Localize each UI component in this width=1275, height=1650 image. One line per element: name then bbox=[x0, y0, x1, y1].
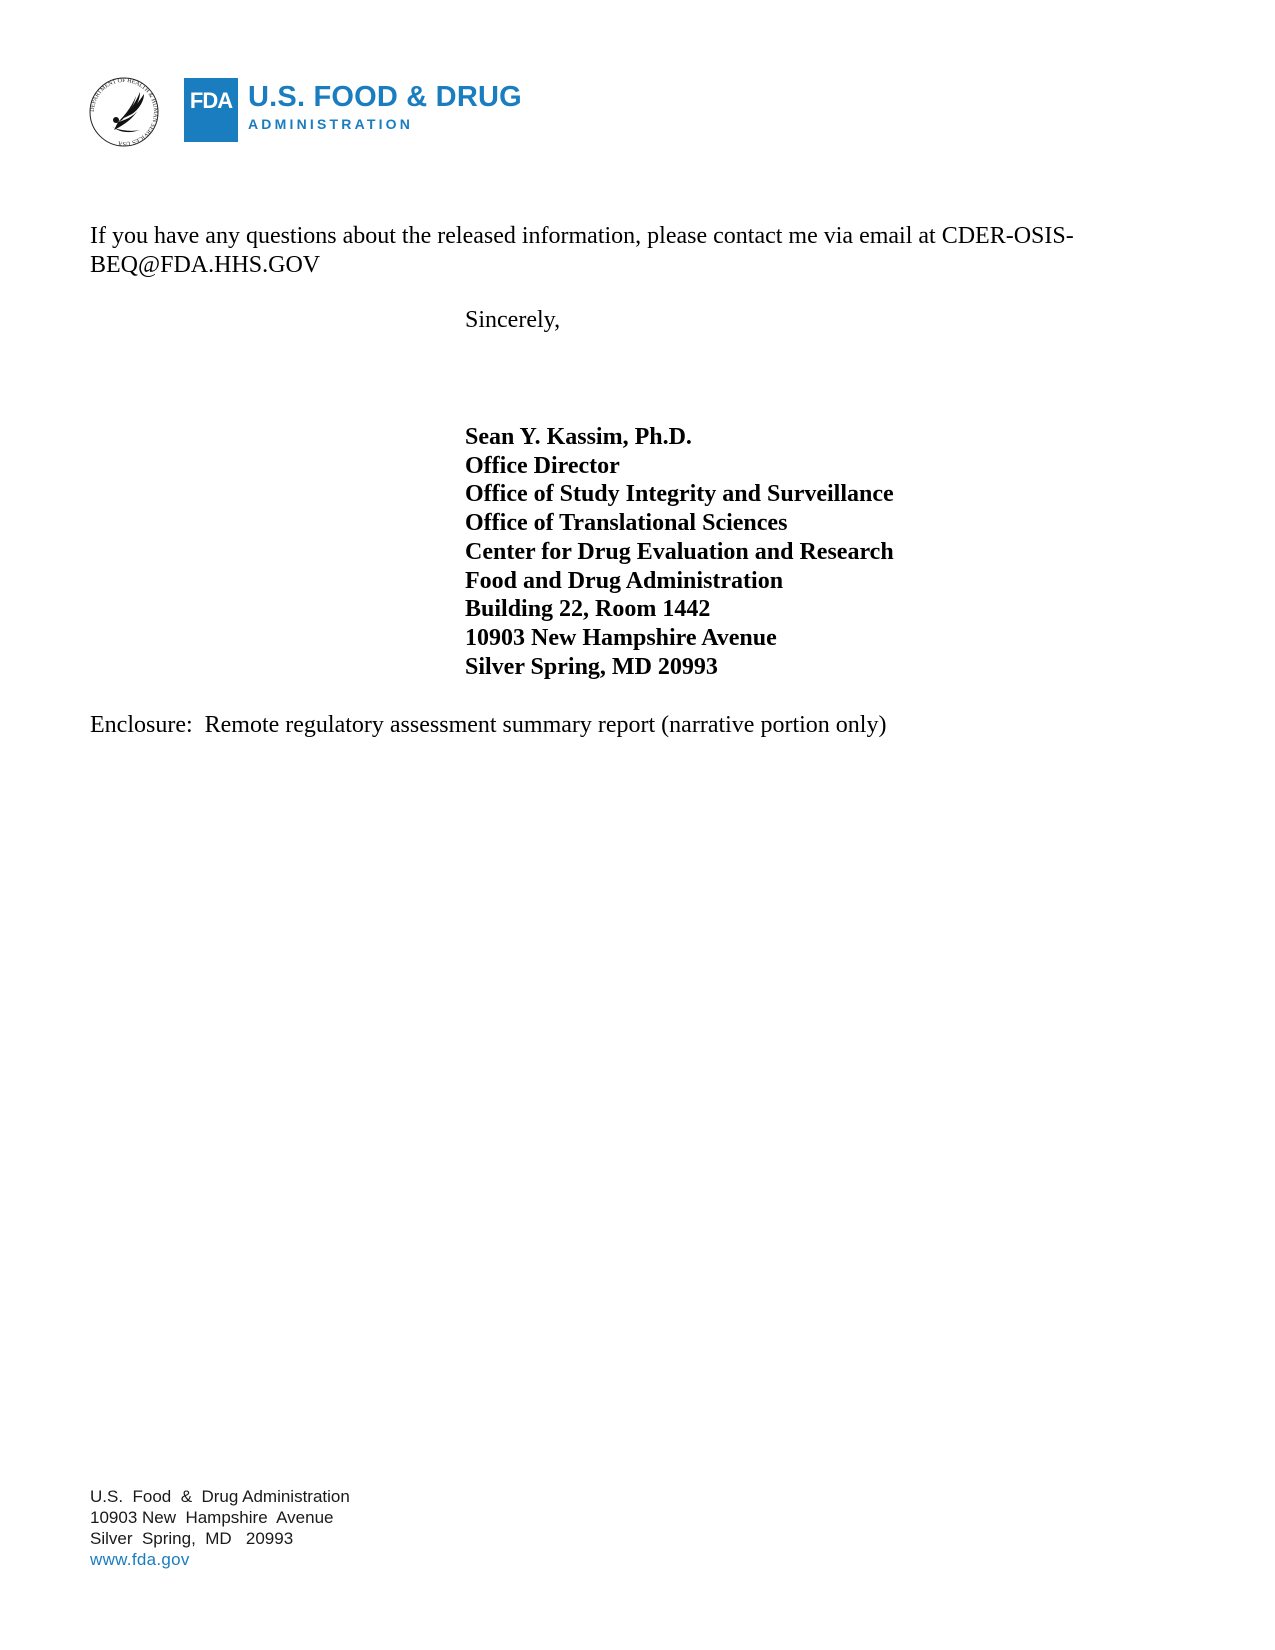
agency-name-main: U.S. FOOD & DRUG bbox=[248, 81, 522, 113]
agency-wordmark bbox=[248, 82, 522, 136]
enclosure-note: Enclosure: Remote regulatory assessment summary report (narrative portion only) bbox=[90, 712, 887, 738]
signatory-agency: Food and Drug Administration bbox=[465, 567, 784, 594]
signatory-parent-office: Office of Translational Sciences bbox=[465, 510, 788, 537]
signatory-office: Office of Study Integrity and Surveillance bbox=[465, 481, 894, 508]
signatory-building: Building 22, Room 1442 bbox=[465, 596, 711, 623]
footer-website-link[interactable]: www.fda.gov bbox=[90, 1550, 190, 1569]
signatory-city: Silver Spring, MD 20993 bbox=[465, 653, 718, 680]
contact-paragraph: If you have any questions about the released information, please contact me via email at CDER-OSIS-BEQ@FDA.HHS.GOV bbox=[90, 223, 1074, 278]
hhs-seal-logo bbox=[88, 76, 160, 148]
seal-text: DEPARTMENT OF HEALTH & HUMAN SERVICES USA bbox=[89, 77, 159, 147]
signatory-name: Sean Y. Kassim, Ph.D. bbox=[465, 424, 692, 450]
footer-street: 10903 New Hampshire Avenue bbox=[90, 1508, 334, 1527]
fda-logo-box bbox=[184, 78, 238, 142]
signature-block bbox=[465, 423, 894, 681]
footer-agency: U.S. Food & Drug Administration bbox=[90, 1487, 350, 1506]
footer-address bbox=[90, 1486, 350, 1570]
signatory-street: 10903 New Hampshire Avenue bbox=[465, 624, 777, 651]
agency-name-sub: ADMINISTRATION bbox=[248, 116, 414, 132]
signatory-title: Office Director bbox=[465, 452, 620, 479]
closing-salutation: Sincerely, bbox=[465, 307, 561, 333]
signatory-center: Center for Drug Evaluation and Research bbox=[465, 538, 894, 565]
footer-city: Silver Spring, MD 20993 bbox=[90, 1529, 294, 1548]
fda-logo-text: FDA bbox=[189, 88, 233, 113]
